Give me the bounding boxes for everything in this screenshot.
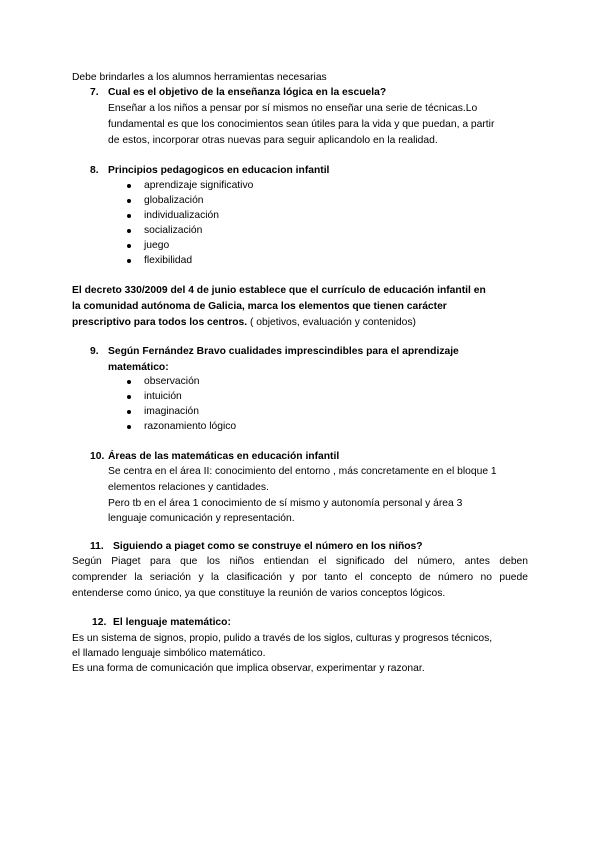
bullet-icon bbox=[127, 199, 131, 203]
q12-heading: El lenguaje matemático: bbox=[113, 617, 231, 628]
bullet-icon bbox=[127, 395, 131, 399]
q11-answer-line: comprender la seriación y la clasificación y por tanto el concepto de número no puede bbox=[72, 572, 528, 583]
q7-answer-line: Enseñar a los niños a pensar por sí mismos no enseñar una serie de técnicas.Lo bbox=[108, 103, 478, 114]
list-item: flexibilidad bbox=[144, 255, 193, 266]
q7-heading: Cual es el objetivo de la enseñanza lógica en la escuela? bbox=[108, 87, 387, 98]
q10-answer-line: lenguaje comunicación y representación. bbox=[108, 513, 295, 524]
q11-number: 11. bbox=[90, 541, 104, 552]
q7-answer-line: fundamental es que los conocimientos sean útiles para la vida y que puedan, a partir bbox=[108, 119, 495, 130]
bullet-icon bbox=[127, 259, 131, 263]
q11-heading: Siguiendo a piaget como se construye el número en los niños? bbox=[113, 541, 423, 552]
list-item: individualización bbox=[144, 210, 219, 221]
q7-number: 7. bbox=[90, 87, 99, 98]
q8-heading: Principios pedagogicos en educacion infantil bbox=[108, 165, 330, 176]
q9-number: 9. bbox=[90, 346, 99, 357]
list-item: razonamiento lógico bbox=[144, 421, 237, 432]
q11-answer-line: entenderse como único, ya que constituye la reunión de varios conceptos lógicos. bbox=[72, 588, 446, 599]
q11-answer-line: Según Piaget para que los niños entiendan el significado del número, antes deben bbox=[72, 556, 528, 567]
q10-heading: Áreas de las matemáticas en educación infantil bbox=[108, 451, 340, 462]
q9-heading: Según Fernández Bravo cualidades imprescindibles para el aprendizaje bbox=[108, 346, 459, 357]
list-item: observación bbox=[144, 376, 200, 387]
q8-number: 8. bbox=[90, 165, 99, 176]
bullet-icon bbox=[127, 410, 131, 414]
decreto-line: El decreto 330/2009 del 4 de junio establece que el currículo de educación infantil en bbox=[72, 285, 486, 296]
bullet-icon bbox=[127, 425, 131, 429]
q12-answer-line: el llamado lenguaje simbólico matemático. bbox=[72, 648, 266, 659]
list-item: imaginación bbox=[144, 406, 199, 417]
q10-answer-line: Se centra en el área II: conocimiento del entorno , más concretamente en el bloque 1 bbox=[108, 466, 497, 477]
q12-answer-line: Es una forma de comunicación que implica observar, experimentar y razonar. bbox=[72, 663, 425, 674]
list-item: socialización bbox=[144, 225, 203, 236]
q12-number: 12. bbox=[92, 617, 107, 628]
intro-text: Debe brindarles a los alumnos herramientas necesarias bbox=[72, 72, 327, 83]
bullet-icon bbox=[127, 244, 131, 248]
decreto-line: la comunidad autónoma de Galicia, marca los elementos que tienen carácter bbox=[72, 301, 447, 312]
list-item: juego bbox=[144, 240, 170, 251]
decreto-normal-part: ( objetivos, evaluación y contenidos) bbox=[249, 317, 416, 328]
q10-number: 10. bbox=[90, 451, 105, 462]
decreto-bold-part: prescriptivo para todos los centros. bbox=[72, 317, 248, 328]
decreto-line bbox=[72, 316, 416, 330]
bullet-icon bbox=[127, 380, 131, 384]
q7-answer-line: de estos, incorporar otras nuevas para seguir aplicandolo en la realidad. bbox=[108, 135, 438, 146]
q10-answer-line: Pero tb en el área 1 conocimiento de sí mismo y autonomía personal y área 3 bbox=[108, 498, 463, 509]
bullet-icon bbox=[127, 214, 131, 218]
bullet-icon bbox=[127, 229, 131, 233]
list-item: intuición bbox=[144, 391, 182, 402]
list-item: globalización bbox=[144, 195, 204, 206]
q9-heading-cont: matemático: bbox=[108, 362, 169, 373]
bullet-icon bbox=[127, 184, 131, 188]
q10-answer-line: elementos relaciones y cantidades. bbox=[108, 482, 269, 493]
q12-answer-line: Es un sistema de signos, propio, pulido a través de los siglos, culturas y progresos técnicos, bbox=[72, 633, 493, 644]
list-item: aprendizaje significativo bbox=[144, 180, 254, 191]
